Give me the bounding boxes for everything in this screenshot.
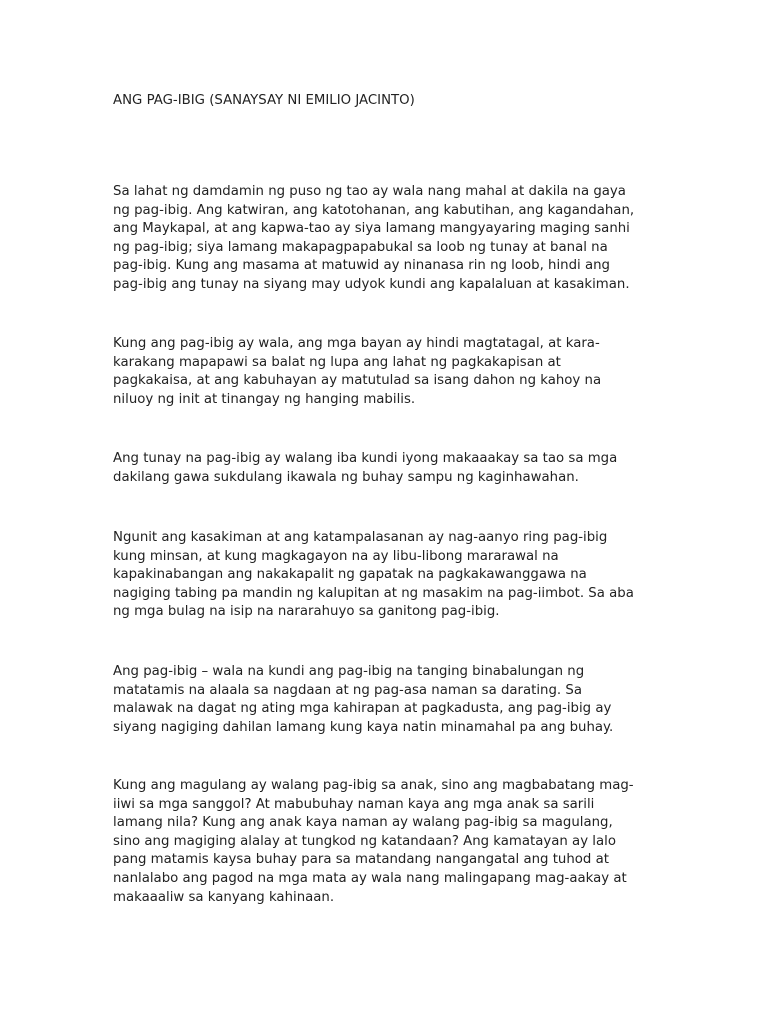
paragraph-line: nanlalabo ang pagod na mga mata ay wala nang malingapang mag-aakay at [113, 870, 627, 886]
paragraph-line: pagkakaisa, at ang kabuhayan ay matutulad sa isang dahon ng kahoy na [113, 373, 602, 389]
paragraph-line: Kung ang pag-ibig ay wala, ang mga bayan ay hindi magtatagal, at kara- [113, 336, 600, 351]
paragraph-6 [113, 777, 633, 907]
paragraph-line: Sa lahat ng damdamin ng puso ng tao ay wala nang mahal at dakila na gaya [113, 184, 626, 199]
paragraph-line: ang Maykapal, at ang kapwa-tao ay siya lamang mangyayaring maging sanhi [113, 221, 630, 237]
document-title: ANG PAG-IBIG (SANAYSAY NI EMILIO JACINTO) [113, 93, 415, 108]
paragraph-1 [113, 183, 633, 295]
paragraph-line: nagiging tabing pa mandin ng kalupitan at ng masakim na pag-iimbot. Sa aba [113, 585, 634, 601]
paragraph-line: ng pag-ibig. Ang katwiran, ang katotohanan, ang kabutihan, ang kagandahan, [113, 202, 635, 218]
paragraph-line: Ang tunay na pag-ibig ay walang iba kundi iyong makaaakay sa tao sa mga [113, 451, 618, 466]
paragraph-line: iiwi sa mga sanggol? At mabubuhay naman kaya ang mga anak sa sarili [113, 796, 595, 812]
paragraph-line: Ngunit ang kasakiman at ang katampalasanan ay nag-aanyo ring pag-ibig [113, 530, 608, 545]
paragraph-line: kapakinabangan ang nakakapalit ng gapatak na pagkakawanggawa na [113, 567, 587, 583]
paragraph-line: makaaaliw sa kanyang kahinaan. [113, 889, 335, 905]
paragraph-5 [113, 663, 633, 737]
paragraph-line: ng mga bulag na isip na nararahuyo sa ganitong pag-ibig. [113, 604, 500, 620]
paragraph-line: karakang mapapawi sa balat ng lupa ang lahat ng pagkakapisan at [113, 354, 561, 370]
paragraph-line: ng pag-ibig; siya lamang makapagpapabukal sa loob ng tunay at banal na [113, 239, 608, 255]
paragraph-line: matatamis na alaala sa nagdaan at ng pag-asa naman sa darating. Sa [113, 682, 582, 698]
paragraph-line: sino ang magiging alalay at tungkod ng katandaan? Ang kamatayan ay lalo [113, 833, 616, 849]
paragraph-line: Ang pag-ibig – wala na kundi ang pag-ibig na tanging binabalungan ng [113, 664, 585, 679]
paragraph-3 [113, 450, 633, 487]
paragraph-line: kung minsan, at kung magkagayon na ay libu-libong mararawal na [113, 548, 559, 564]
paragraph-line: malawak na dagat ng ating mga kahirapan at pagkadusta, ang pag-ibig ay [113, 701, 612, 717]
paragraph-2 [113, 335, 633, 409]
paragraph-line: niluoy ng init at tinangay ng hanging mabilis. [113, 391, 416, 407]
paragraph-line: pag-ibig. Kung ang masama at matuwid ay ninanasa rin ng loob, hindi ang [113, 258, 610, 274]
paragraph-line: siyang nagiging dahilan lamang kung kaya natin minamahal pa ang buhay. [113, 719, 614, 735]
paragraph-line: lamang nila? Kung ang anak kaya naman ay walang pag-ibig sa magulang, [113, 815, 613, 831]
paragraph-line: pag-ibig ang tunay na siyang may udyok kundi ang kapalaluan at kasakiman. [113, 276, 630, 292]
paragraph-4 [113, 529, 633, 622]
paragraph-line: Kung ang magulang ay walang pag-ibig sa anak, sino ang magbabatang mag- [113, 778, 634, 793]
paragraph-line: dakilang gawa sukdulang ikawala ng buhay sampu ng kaginhawahan. [113, 469, 579, 485]
paragraph-line: pang matamis kaysa buhay para sa matandang nangangatal ang tuhod at [113, 852, 609, 868]
